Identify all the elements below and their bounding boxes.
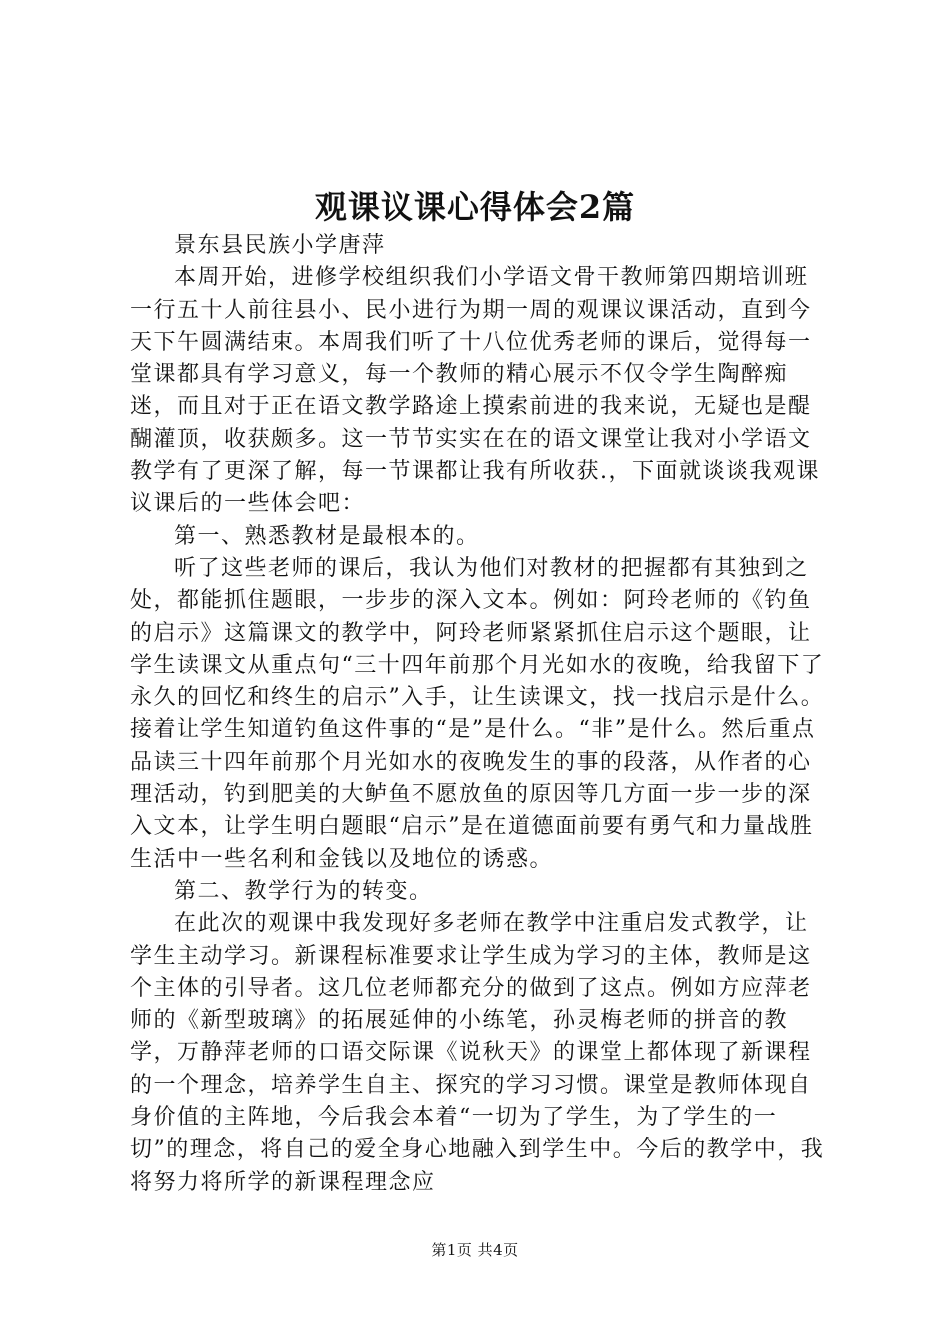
paragraph: 本周开始，进修学校组织我们小学语文骨干教师第四期培训班一行五十人前往县小、民小进行为期一周的观课议课活动，直到今天下午圆满结束。本周我们听了十八位优秀老师的课后，觉得每一堂课都具有学习意义，每一个教师的精心展示不仅令学生陶醉痴迷，而且对于正在语文教学路途上摸索前进的我来说，无疑也是醍醐灌顶，收获颇多。这一节节实实在在的语文课堂让我对小学语文教学有了更深了解，每一节课都让我有所收获.，下面就谈谈我观课议课后的一些体会吧：	[130, 265, 820, 517]
document-title: 观课议课心得体会2篇	[314, 188, 636, 226]
section-heading: 第二、教学行为的转变。	[174, 878, 433, 904]
section-heading: 第一、熟悉教材是最根本的。	[174, 523, 480, 549]
paragraph: 听了这些老师的课后，我认为他们对教材的把握都有其独到之处，都能抓住题眼，一步步的深入文本。例如：阿玲老师的《钓鱼的启示》这篇课文的教学中，阿玲老师紧紧抓住启示这个题眼，让学生读课文从重点句“三十四年前那个月光如水的夜晚，给我留下了永久的回忆和终生的启示”入手，让生读课文，找一找启示是什么。接着让学生知道钓鱼这件事的“是”是什么。“非”是什么。然后重点品读三十四年前那个月光如水的夜晚发生的事的段落，从作者的心理活动，钓到肥美的大鲈鱼不愿放鱼的原因等几方面一步一步的深入文本，让学生明白题眼“启示”是在道德面前要有勇气和力量战胜生活中一些名利和金钱以及地位的诱惑。	[130, 555, 825, 872]
author-line: 景东县民族小学唐萍	[174, 233, 386, 258]
page-footer: 第1页 共4页	[431, 1241, 519, 1259]
document-body	[130, 230, 825, 1199]
paragraph: 在此次的观课中我发现好多老师在教学中注重启发式教学，让学生主动学习。新课程标准要求让学生成为学习的主体，教师是这个主体的引导者。这几位老师都充分的做到了这点。例如方应萍老师的《新型玻璃》的拓展延伸的小练笔，孙灵梅老师的拼音的教学，万静萍老师的口语交际课《说秋天》的课堂上都体现了新课程的一个理念，培养学生自主、探究的学习习惯。课堂是教师体现自身价值的主阵地，今后我会本着“一切为了学生，为了学生的一切”的理念，将自己的爱全身心地融入到学生中。今后的教学中，我将努力将所学的新课程理念应	[130, 911, 825, 1195]
